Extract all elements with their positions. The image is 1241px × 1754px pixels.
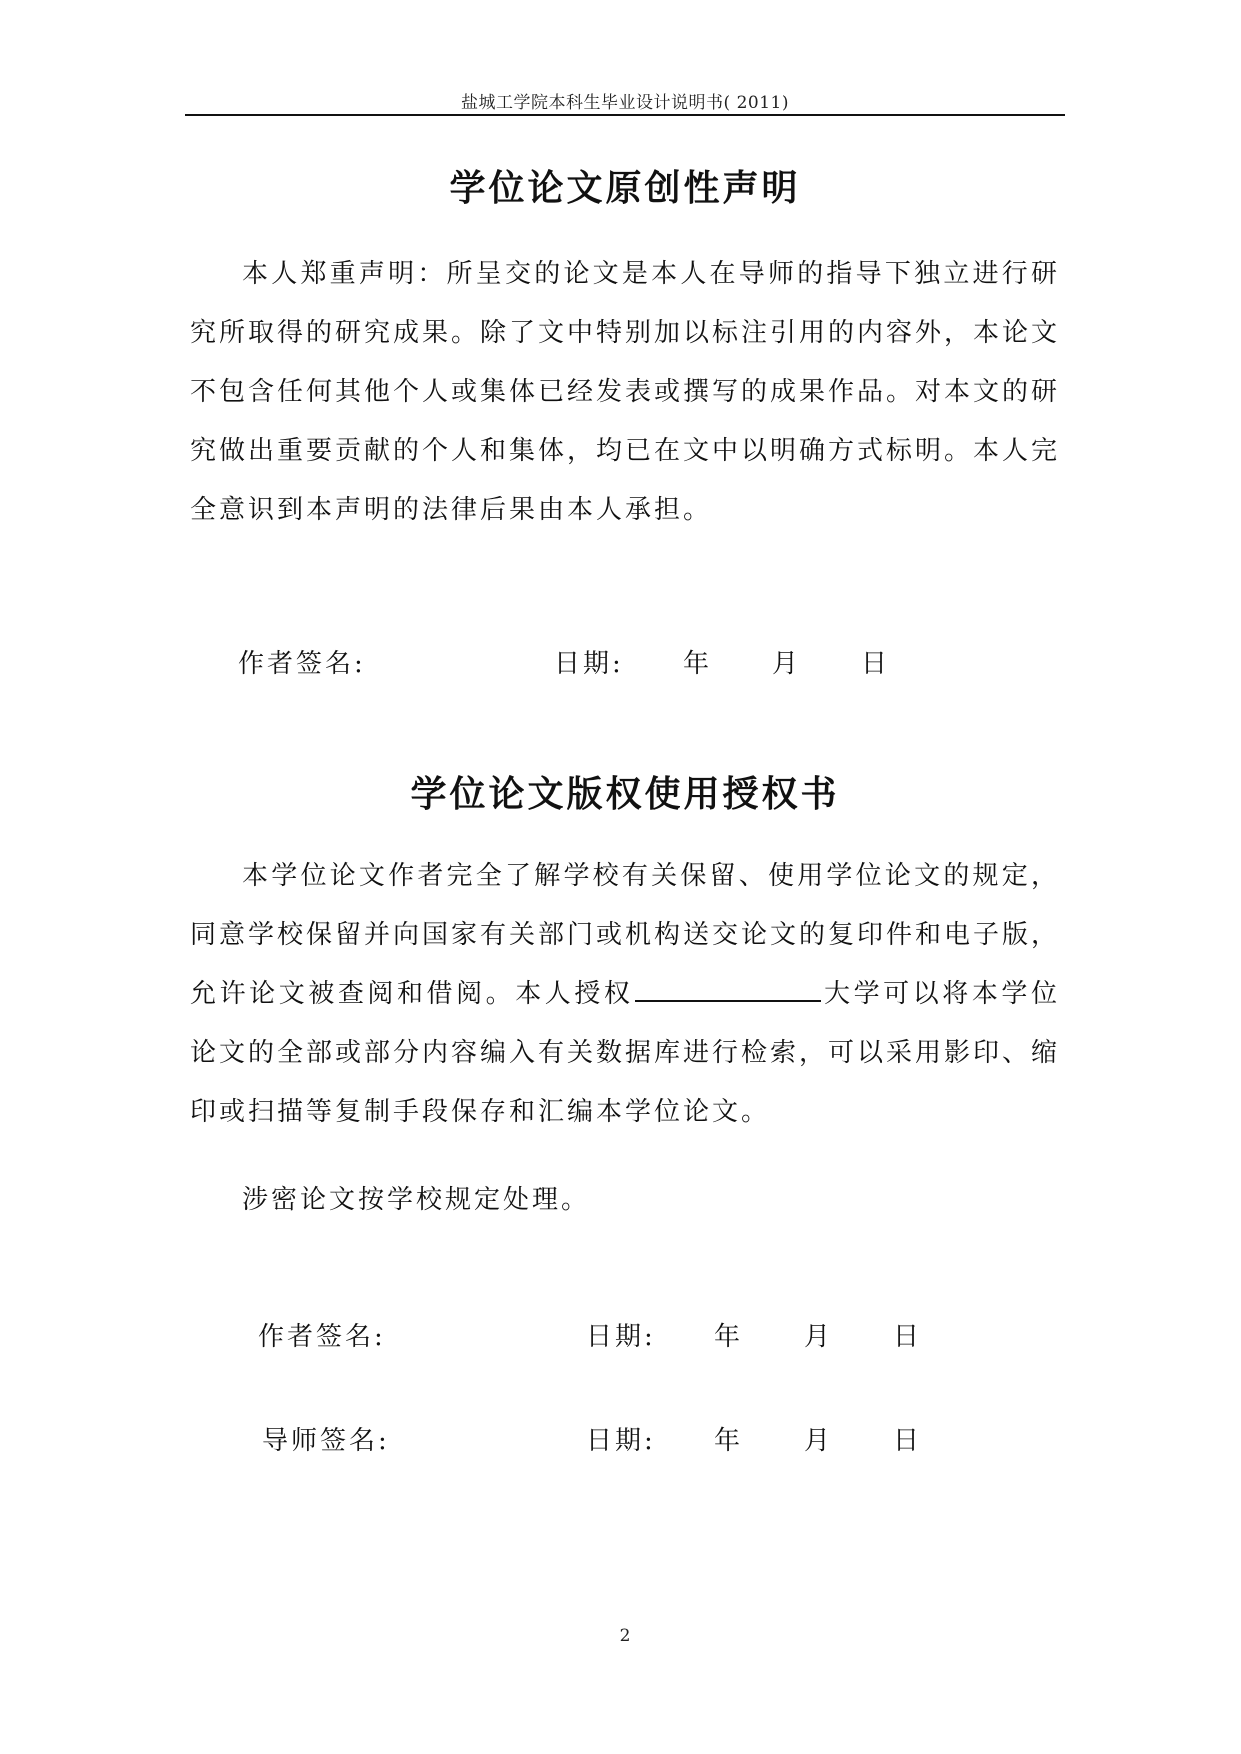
author-signature-label: 作者签名: [258,1322,386,1352]
advisor-signature-row [262,1420,1062,1460]
day-label: 日 [893,1426,923,1456]
month-label: 月 [772,649,802,679]
originality-signature-row [238,643,1038,683]
date-label: 日期: [586,1322,656,1352]
year-label: 年 [683,649,713,679]
author-signature-label: 作者签名: [238,649,366,679]
authorization-text-part1: 本学位论文作者完全了解学校有关保留、使用学位论文的规定，同意学校保留并向国家有关部门或机构送交论文的复印件和电子版，允许论文被查阅和借阅。本人授权 [190,861,1061,1009]
year-label: 年 [714,1322,744,1352]
author-signature-row [258,1316,1058,1356]
originality-paragraph: 本人郑重声明：所呈交的论文是本人在导师的指导下独立进行研究所取得的研究成果。除了文中特别加以标注引用的内容外，本论文不包含任何其他个人或集体已经发表或撰写的成果作品。对本文的研究做出重要贡献的个人和集体，均已在文中以明确方式标明。本人完全意识到本声明的法律后果由本人承担。 [190,259,1061,525]
page-number: 2 [619,1626,631,1646]
header-text: 盐城工学院本科生毕业设计说明书( 2011) [461,93,789,113]
year-label: 年 [714,1426,744,1456]
originality-title: 学位论文原创性声明 [449,168,801,209]
date-label: 日期: [586,1426,656,1456]
authorization-title: 学位论文版权使用授权书 [410,774,840,815]
university-name-blank[interactable] [635,974,821,1002]
date-label: 日期: [554,649,624,679]
day-label: 日 [861,649,891,679]
day-label: 日 [893,1322,923,1352]
header-rule [185,114,1065,116]
authorization-paragraph [190,847,1060,1142]
secret-thesis-note: 涉密论文按学校规定处理。 [242,1185,591,1215]
month-label: 月 [804,1426,834,1456]
month-label: 月 [804,1322,834,1352]
authorization-text-part2: 大学可以将本学位论文的全部或部分内容编入有关数据库进行检索，可以采用影印、缩印或扫描等复制手段保存和汇编本学位论文。 [190,979,1061,1127]
advisor-signature-label: 导师签名: [262,1426,390,1456]
